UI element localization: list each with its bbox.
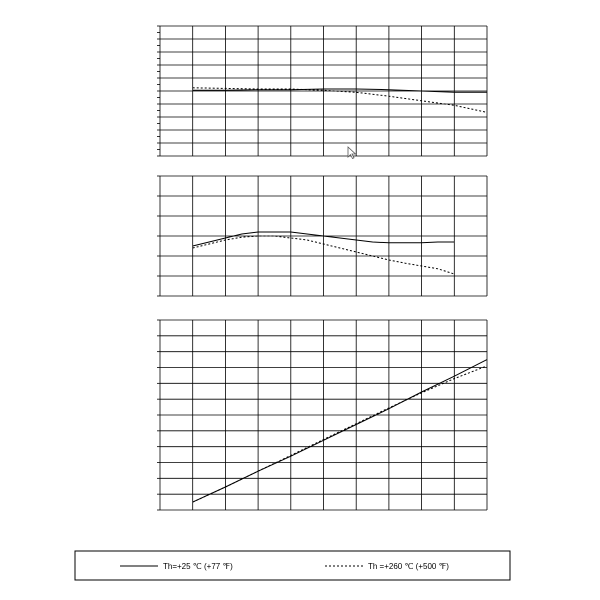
- series-line-260c: [193, 366, 487, 502]
- grid: [157, 320, 487, 510]
- legend-solid-label: Th=+25 ℃ (+77 ℉): [163, 562, 233, 571]
- mouse-cursor-icon: [348, 147, 356, 159]
- legend: [75, 551, 510, 580]
- dsl-error-chart: [157, 26, 487, 156]
- isf-error-chart: [157, 176, 487, 296]
- output-volts-chart: [157, 320, 487, 510]
- grid: [157, 26, 487, 156]
- legend-dotted-label: Th =+260 ℃ (+500 ℉): [368, 562, 449, 571]
